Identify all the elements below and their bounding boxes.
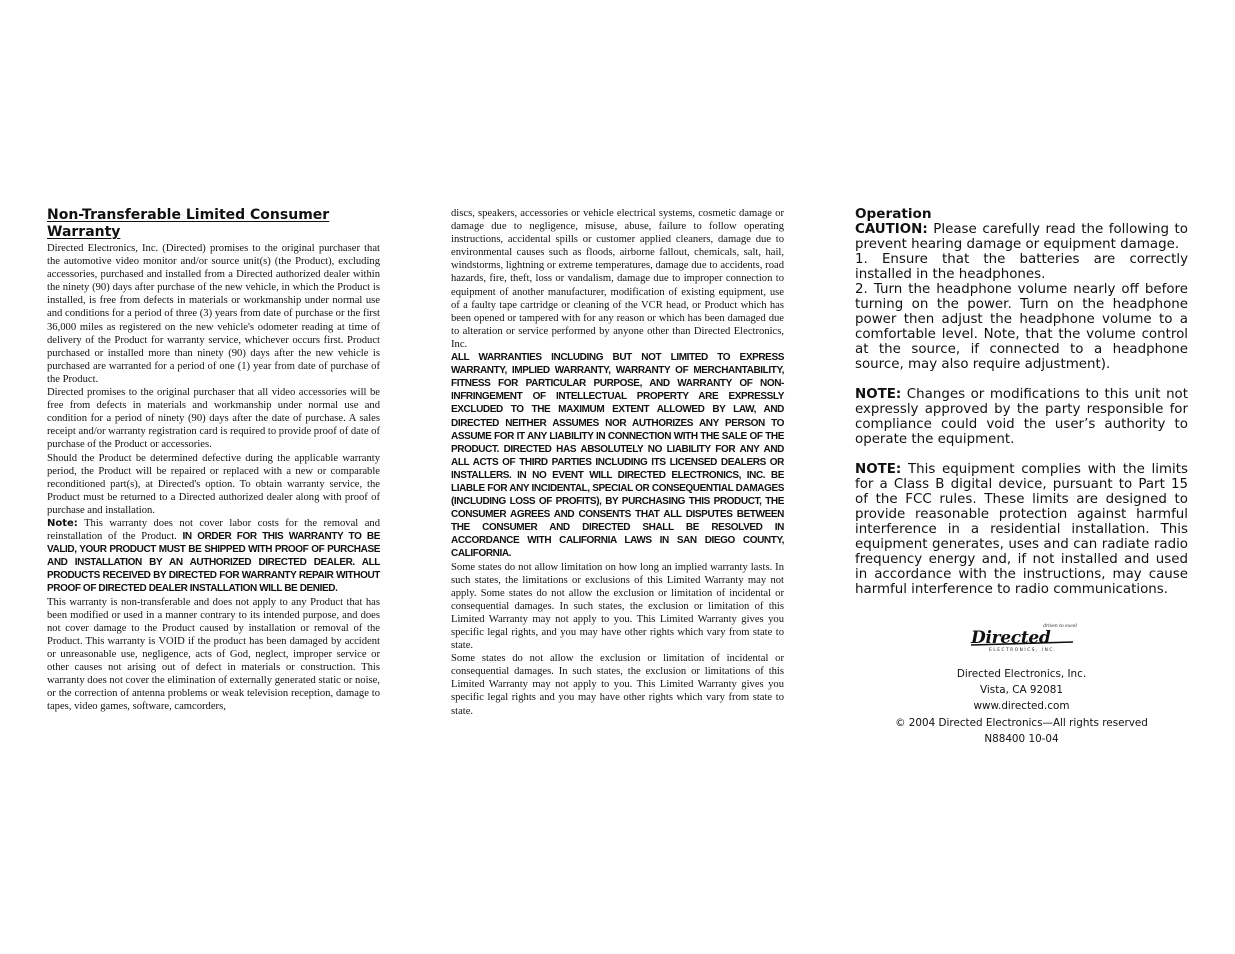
company-footer [855, 666, 1188, 747]
logo-wordmark: Directed [971, 628, 1051, 648]
caution-text: Please carefully read the following to prevent hearing damage or equipment damage. [855, 222, 1188, 252]
company-city: Vista, CA 92081 [980, 684, 1063, 697]
part-number: N88400 10-04 [984, 732, 1059, 745]
logo-subtext: ELECTRONICS, INC. [989, 647, 1057, 652]
note-caps-text: IN ORDER FOR THIS WARRANTY TO BE VALID, YOUR PRODUCT MUST BE SHIPPED WITH PROOF OF PURCHASE AND INSTALLATION BY AN AUTHORIZED DIRECTED DEALER. ALL PRODUCTS RECEIVED BY DIRECTED FOR WARRANTY REPAIR WITHOUT PROOF OF DIRECTED DEALER INSTALLATION WILL BE DENIED. [47, 531, 381, 595]
note2-text: This equipment complies with the limits for a Class B digital device, pursuant to Part 15 of the FCC rules. These limits are designed to provide reasonable protection against harmful interference in a residential installation. This equipment generates, uses and can radiate radio frequency energy and, if not installed and used in accordance with the instructions, may cause harmful interference to radio communications. [855, 462, 1188, 597]
copyright-line: © 2004 Directed Electronics—All rights reserved [895, 716, 1148, 729]
logo-tagline: driven to excel [1043, 624, 1077, 629]
note1-text: Changes or modifications to this unit not expressly approved by the party responsible for compliance could void the user’s authority to operate the equipment. [855, 387, 1188, 447]
fcc-note-1 [855, 387, 1188, 447]
warranty-paragraph-exclusions: This warranty is non-transferable and does not apply to any Product that has been modified or used in a manner contrary to its intended purpose, and does not cover damage to the Product caused by installation or removal of the Product. This warranty is VOID if the product has been damaged by accident or unreasonable use, negligence, acts of God, neglect, improper service or other causes not arising out of defect in materials or construction. This warranty does not cover the elimination of externally generated static or noise, or the correction of antenna problems or weak television reception, damage to tapes, video games, software, camcorders, [47, 596, 380, 713]
operation-heading: Operation [855, 206, 932, 222]
operation-item-2: 2. Turn the headphone volume nearly off before turning on the power. Turn on the headphone power then adjust the headphone volume to a comfortable level. Note, that the volume control at the source, if connected to a headphone source, may also require adjustment). [855, 282, 1188, 372]
warranty-body-1 [47, 242, 380, 713]
operation-column [855, 207, 1188, 597]
warranty-column-2 [451, 207, 784, 718]
note1-label: NOTE: [855, 387, 902, 402]
note-label: Note: [47, 517, 78, 529]
warranty-paragraph-state-limits: Some states do not allow limitation on how long an implied warranty lasts. In such states, the limitations or exclusions of this Limited Warranty may not apply. Some states do not allow the exclusion or limitation of incidental or consequential damages. In such states, the exclusion or limitation of this Limited Warranty may not apply to you. This Limited Warranty gives you specific legal rights, and you may have other rights which vary from state to state. [451, 561, 784, 652]
warranty-paragraph-defective: Should the Product be determined defective during the applicable warranty period, the Product will be repaired or replaced with a new or comparable reconditioned part(s), at Directed's option. To obtain warranty service, the Product must be returned to a Directed authorized dealer along with proof of purchase and installation. [47, 452, 380, 516]
operation-section [855, 207, 1188, 597]
note-text: This warranty does not cover labor costs for the removal and reinstallation of the Product. [47, 517, 380, 543]
note2-label: NOTE: [855, 462, 902, 477]
warranty-column-1 [47, 207, 380, 713]
caution-label: CAUTION: [855, 222, 928, 237]
warranty-paragraph-state-rights: Some states do not allow the exclusion or limitation of incidental or consequential damages. In such states, the exclusion or limitations of this Limited Warranty may not apply to you. This Limited Warranty gives you specific legal rights and you may have other rights which vary from state to state. [451, 653, 784, 717]
company-name: Directed Electronics, Inc. [956, 668, 1087, 680]
warranty-paragraph-accessories: Directed promises to the original purchaser that all video accessories will be free from defects in materials and workmanship under normal use and condition for a period of ninety (90) days after the date of purchase. A sales receipt and/or warranty registration card is required to provide proof of date of purchase of the Product or accessories. [47, 387, 380, 451]
directed-logo-icon [965, 620, 1080, 654]
fcc-note-2 [855, 462, 1188, 597]
caution-paragraph [855, 222, 1188, 252]
warranty-paragraph-exclusions-cont: discs, speakers, accessories or vehicle electrical systems, cosmetic damage or damage due to negligence, misuse, abuse, failure to follow operating instructions, accidental spills or customer applied cleaners, damage due to environmental causes such as floods, airborne fallout, chemicals, salt, hail, windstorms, lightning or extreme temperatures, damage due to accidents, road hazards, fire, theft, loss or vandalism, damage due to improper connection to equipment of another manufacturer, modification of existing equipment, use of a faulty tape cartridge or cleaning of the VCR head, or Product which has been opened or tampered with for any reason or which has been damaged due to alteration or service performed by anyone other than Directed Electronics, Inc. [451, 208, 784, 350]
operation-item-1: 1. Ensure that the batteries are correctly installed in the headphones. [855, 252, 1188, 282]
company-website: www.directed.com [973, 700, 1070, 713]
warranty-note [47, 517, 380, 596]
warranty-disclaimer-caps: ALL WARRANTIES INCLUDING BUT NOT LIMITED TO EXPRESS WARRANTY, IMPLIED WARRANTY, WARRANTY OF MERCHANTABILITY, FITNESS FOR PARTICULAR PURPOSE, AND WARRANTY OF NON-INFRINGEMENT OF INTELLECTUAL PROPERTY ARE EXPRESSLY EXCLUDED TO THE MAXIMUM EXTENT ALLOWED BY LAW, AND DIRECTED NEITHER ASSUMES NOR AUTHORIZES ANY PERSON TO ASSUME FOR IT ANY LIABILITY IN CONNECTION WITH THE SALE OF THE PRODUCT. DIRECTED HAS ABSOLUTELY NO LIABILITY FOR ANY AND ALL ACTS OF THIRD PARTIES INCLUDING ITS LICENSED DEALERS OR INSTALLERS. IN NO EVENT WILL DIRECTED ELECTRONICS, INC. BE LIABLE FOR ANY INCIDENTAL, SPECIAL OR CONSEQUENTIAL DAMAGES (INCLUDING LOSS OF PROFITS), BY PURCHASING THIS PRODUCT, THE CONSUMER AGREES AND CONSENTS THAT ALL DISPUTES BETWEEN THE CONSUMER AND DIRECTED SHALL BE RESOLVED IN ACCORDANCE WITH CALIFORNIA LAWS IN SAN DIEGO COUNTY, CALIFORNIA. [451, 352, 784, 560]
warranty-heading: Non-Transferable Limited Consumer Warranty [47, 207, 330, 240]
warranty-body-2 [451, 207, 784, 718]
warranty-paragraph-coverage: Directed Electronics, Inc. (Directed) promises to the original purchaser that the automotive video monitor and/or source unit(s) (the Product), excluding accessories, purchased and installed from a Directed authorized dealer within the ninety (90) days after purchase of the new vehicle, in which the Product is installed, is free from defects in materials or workmanship under normal use and conditions for a period of three (3) years from date of purchase or the first 36,000 miles as registered on the new vehicle's odometer reading at time of delivery of the Product for warranty service, whichever occurs first. Product purchased or installed more than ninety (90) days after the new vehicle is purchased are warranted for a period of one (1) year from date of purchase of the Product. [47, 243, 380, 385]
directed-logo [965, 620, 1080, 654]
